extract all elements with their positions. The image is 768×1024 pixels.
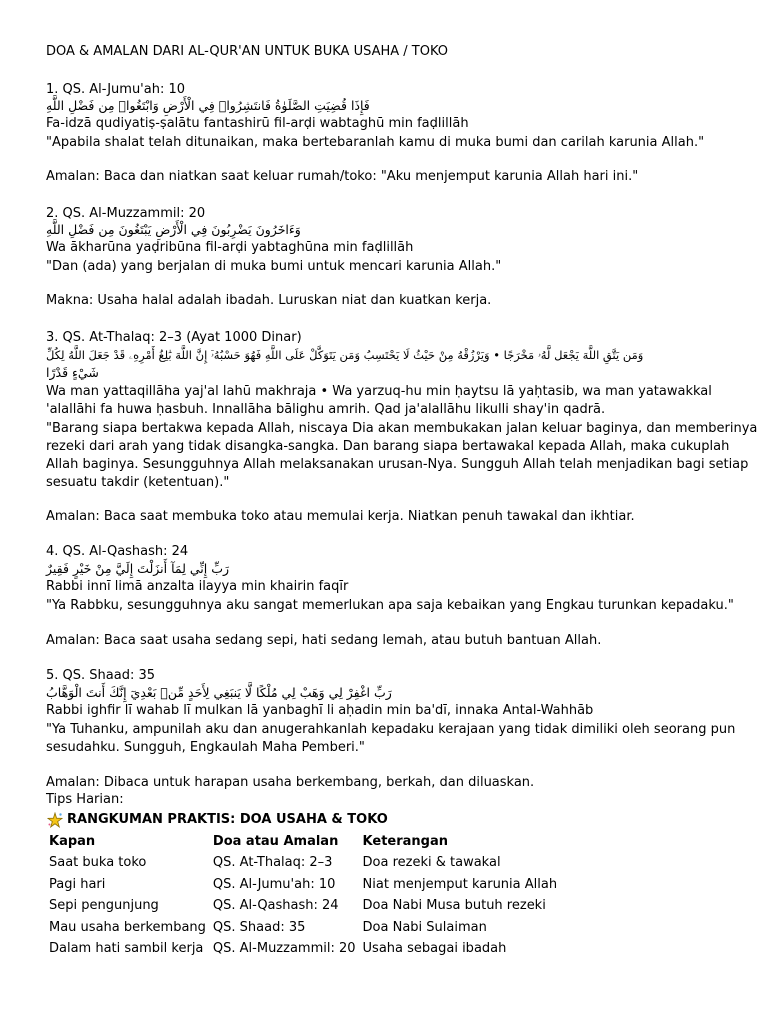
column-header-kapan: Kapan [49, 834, 96, 849]
section-2-heading: 2. QS. Al-Muzzammil: 20 [46, 206, 206, 221]
table-cell: Doa Nabi Musa butuh rezeki [362, 898, 546, 914]
section-3-note: Amalan: Baca saat membuka toko atau memulai kerja. Niatkan penuh tawakal dan ikhtiar. [46, 509, 635, 524]
section-4-latin: Rabbi innī limā anzalta ilayya min khairin faqīr [46, 579, 349, 594]
table-cell: Saat buka toko [49, 855, 147, 871]
section-3-latin-line-1: Wa man yattaqillāha yaj'al lahū makhraja • Wa yarzuq-hu min ḥaytsu lā yaḥtasib, wa man yatawakkal [46, 384, 712, 399]
summary-table-header-row [46, 831, 567, 852]
section-3-arabic-line-2: شَيْءٍ قَدْرًا [46, 365, 99, 380]
table-cell: Doa Nabi Sulaiman [362, 919, 487, 935]
table-cell: QS. At-Thalaq: 2–3 [212, 855, 333, 871]
section-1-arabic: فَإِذَا قُضِيَتِ الصَّلَوٰةُ فَانتَشِرُوا۟ فِي الْأَرْضِ وَابْتَغُوا۟ مِن فَضْلِ اللَّهِ [46, 98, 370, 113]
table-row [46, 852, 567, 874]
table-cell: Mau usaha berkembang [49, 919, 206, 935]
section-5-heading: 5. QS. Shaad: 35 [46, 668, 156, 683]
table-cell: QS. Shaad: 35 [212, 919, 306, 935]
table-row [46, 938, 567, 960]
section-2-note: Makna: Usaha halal adalah ibadah. Luruskan niat dan kuatkan kerja. [46, 293, 492, 308]
section-5-note: Amalan: Dibaca untuk harapan usaha berkembang, berkah, dan diluaskan. [46, 775, 535, 790]
column-header-doa: Doa atau Amalan [212, 834, 339, 849]
tips-label: Tips Harian: [46, 792, 124, 807]
section-1-heading: 1. QS. Al-Jumu'ah: 10 [46, 82, 186, 97]
section-5-translation-line-1: "Ya Tuhanku, ampunilah aku dan anugerahkanlah kepadaku kerajaan yang tidak dimiliki oleh seorang pun [46, 722, 736, 737]
section-5-latin: Rabbi ighfir lī wahab lī mulkan lā yanbaghī li aḥadin min ba'dī, innaka Antal-Wahhāb [46, 703, 594, 718]
section-4-heading: 4. QS. Al-Qashash: 24 [46, 544, 189, 559]
section-5-arabic: رَبِّ اغْفِرْ لِي وَهَبْ لِي مُلْكًا لَّا يَنبَغِي لِأَحَدٍ مِّنۢ بَعْدِيٓ إِنَّكَ أَنتَ الْوَهَّابُ [46, 685, 392, 700]
table-row [46, 874, 567, 896]
section-2-latin: Wa ākharūna yaḍribūna fil-arḍi yabtaghūna min faḍlillāh [46, 240, 414, 255]
table-cell: Dalam hati sambil kerja [49, 941, 204, 957]
section-3-translation-line-2: rezeki dari arah yang tidak disangka-sangka. Dan barang siapa bertawakal kepada Allah, maka cukuplah [46, 439, 730, 454]
table-row [46, 917, 567, 939]
summary-title-row [47, 811, 728, 829]
sparkle-star-icon [47, 812, 63, 828]
section-5-translation-line-2: sesudahku. Sungguh, Engkaulah Maha Pemberi." [46, 740, 365, 755]
section-3-translation-line-4: sesuatu takdir (ketentuan)." [46, 475, 230, 490]
table-cell: Usaha sebagai ibadah [362, 941, 507, 957]
section-2-translation: "Dan (ada) yang berjalan di muka bumi untuk mencari karunia Allah." [46, 259, 502, 274]
section-4-translation: "Ya Rabbku, sesungguhnya aku sangat memerlukan apa saja kebaikan yang Engkau turunkan kepadaku." [46, 598, 734, 613]
section-3-translation-line-3: Allah baginya. Sesungguhnya Allah melaksanakan urusan-Nya. Sungguh Allah telah menjadikan bagi setiap [46, 457, 749, 472]
summary-title: RANGKUMAN PRAKTIS: DOA USAHA & TOKO [67, 812, 388, 827]
table-cell: QS. Al-Muzzammil: 20 [212, 941, 356, 957]
section-4-arabic: رَبِّ إِنِّي لِمَآ أَنزَلْتَ إِلَيَّ مِنْ خَيْرٍ فَقِيرٌ [46, 561, 230, 576]
section-4-note: Amalan: Baca saat usaha sedang sepi, hati sedang lemah, atau butuh bantuan Allah. [46, 633, 602, 648]
section-3-arabic-line-1: وَمَن يَتَّقِ اللَّهَ يَجْعَل لَّهُۥ مَخْرَجًا • وَيَرْزُقْهُ مِنْ حَيْثُ لَا يَحْتَسِبُ وَمَن يَتَوَكَّلْ عَلَى اللَّهِ فَهُوَ حَسْبُهُۥٓ إِنَّ اللَّهَ بَٰلِغُ أَمْرِهِۦ قَدْ جَعَلَ اللَّهُ لِكُلِّ [46, 348, 644, 362]
table-cell: Sepi pengunjung [49, 898, 159, 914]
column-header-keterangan: Keterangan [362, 834, 448, 849]
section-1-note: Amalan: Baca dan niatkan saat keluar rumah/toko: "Aku menjemput karunia Allah hari ini." [46, 169, 639, 184]
summary-table [46, 831, 567, 960]
table-row [46, 895, 567, 917]
section-3-latin-line-2: 'alallāhi fa huwa ḥasbuh. Innallāha bālighu amrih. Qad ja'alallāhu likulli shay'in qadrā. [46, 402, 606, 417]
table-cell: Doa rezeki & tawakal [362, 855, 501, 871]
section-3-translation-line-1: "Barang siapa bertakwa kepada Allah, niscaya Dia akan membukakan jalan keluar baginya, dan memberinya [46, 421, 758, 436]
table-cell: QS. Al-Jumu'ah: 10 [212, 876, 336, 892]
document-title: DOA & AMALAN DARI AL-QUR'AN UNTUK BUKA USAHA / TOKO [46, 44, 448, 59]
table-cell: Pagi hari [49, 876, 106, 892]
section-3-heading: 3. QS. At-Thalaq: 2–3 (Ayat 1000 Dinar) [46, 330, 302, 345]
section-1-translation: "Apabila shalat telah ditunaikan, maka bertebaranlah kamu di muka bumi dan carilah karunia Allah." [46, 135, 705, 150]
section-2-arabic: وَءَاخَرُونَ يَضْرِبُونَ فِي الْأَرْضِ يَبْتَغُونَ مِن فَضْلِ اللَّهِ [46, 222, 301, 237]
table-cell: Niat menjemput karunia Allah [362, 876, 558, 892]
section-1-latin: Fa-idzā qudiyatiṣ-ṣalātu fantashirū fil-arḍi wabtaghū min faḍlillāh [46, 116, 469, 131]
table-cell: QS. Al-Qashash: 24 [212, 898, 339, 914]
